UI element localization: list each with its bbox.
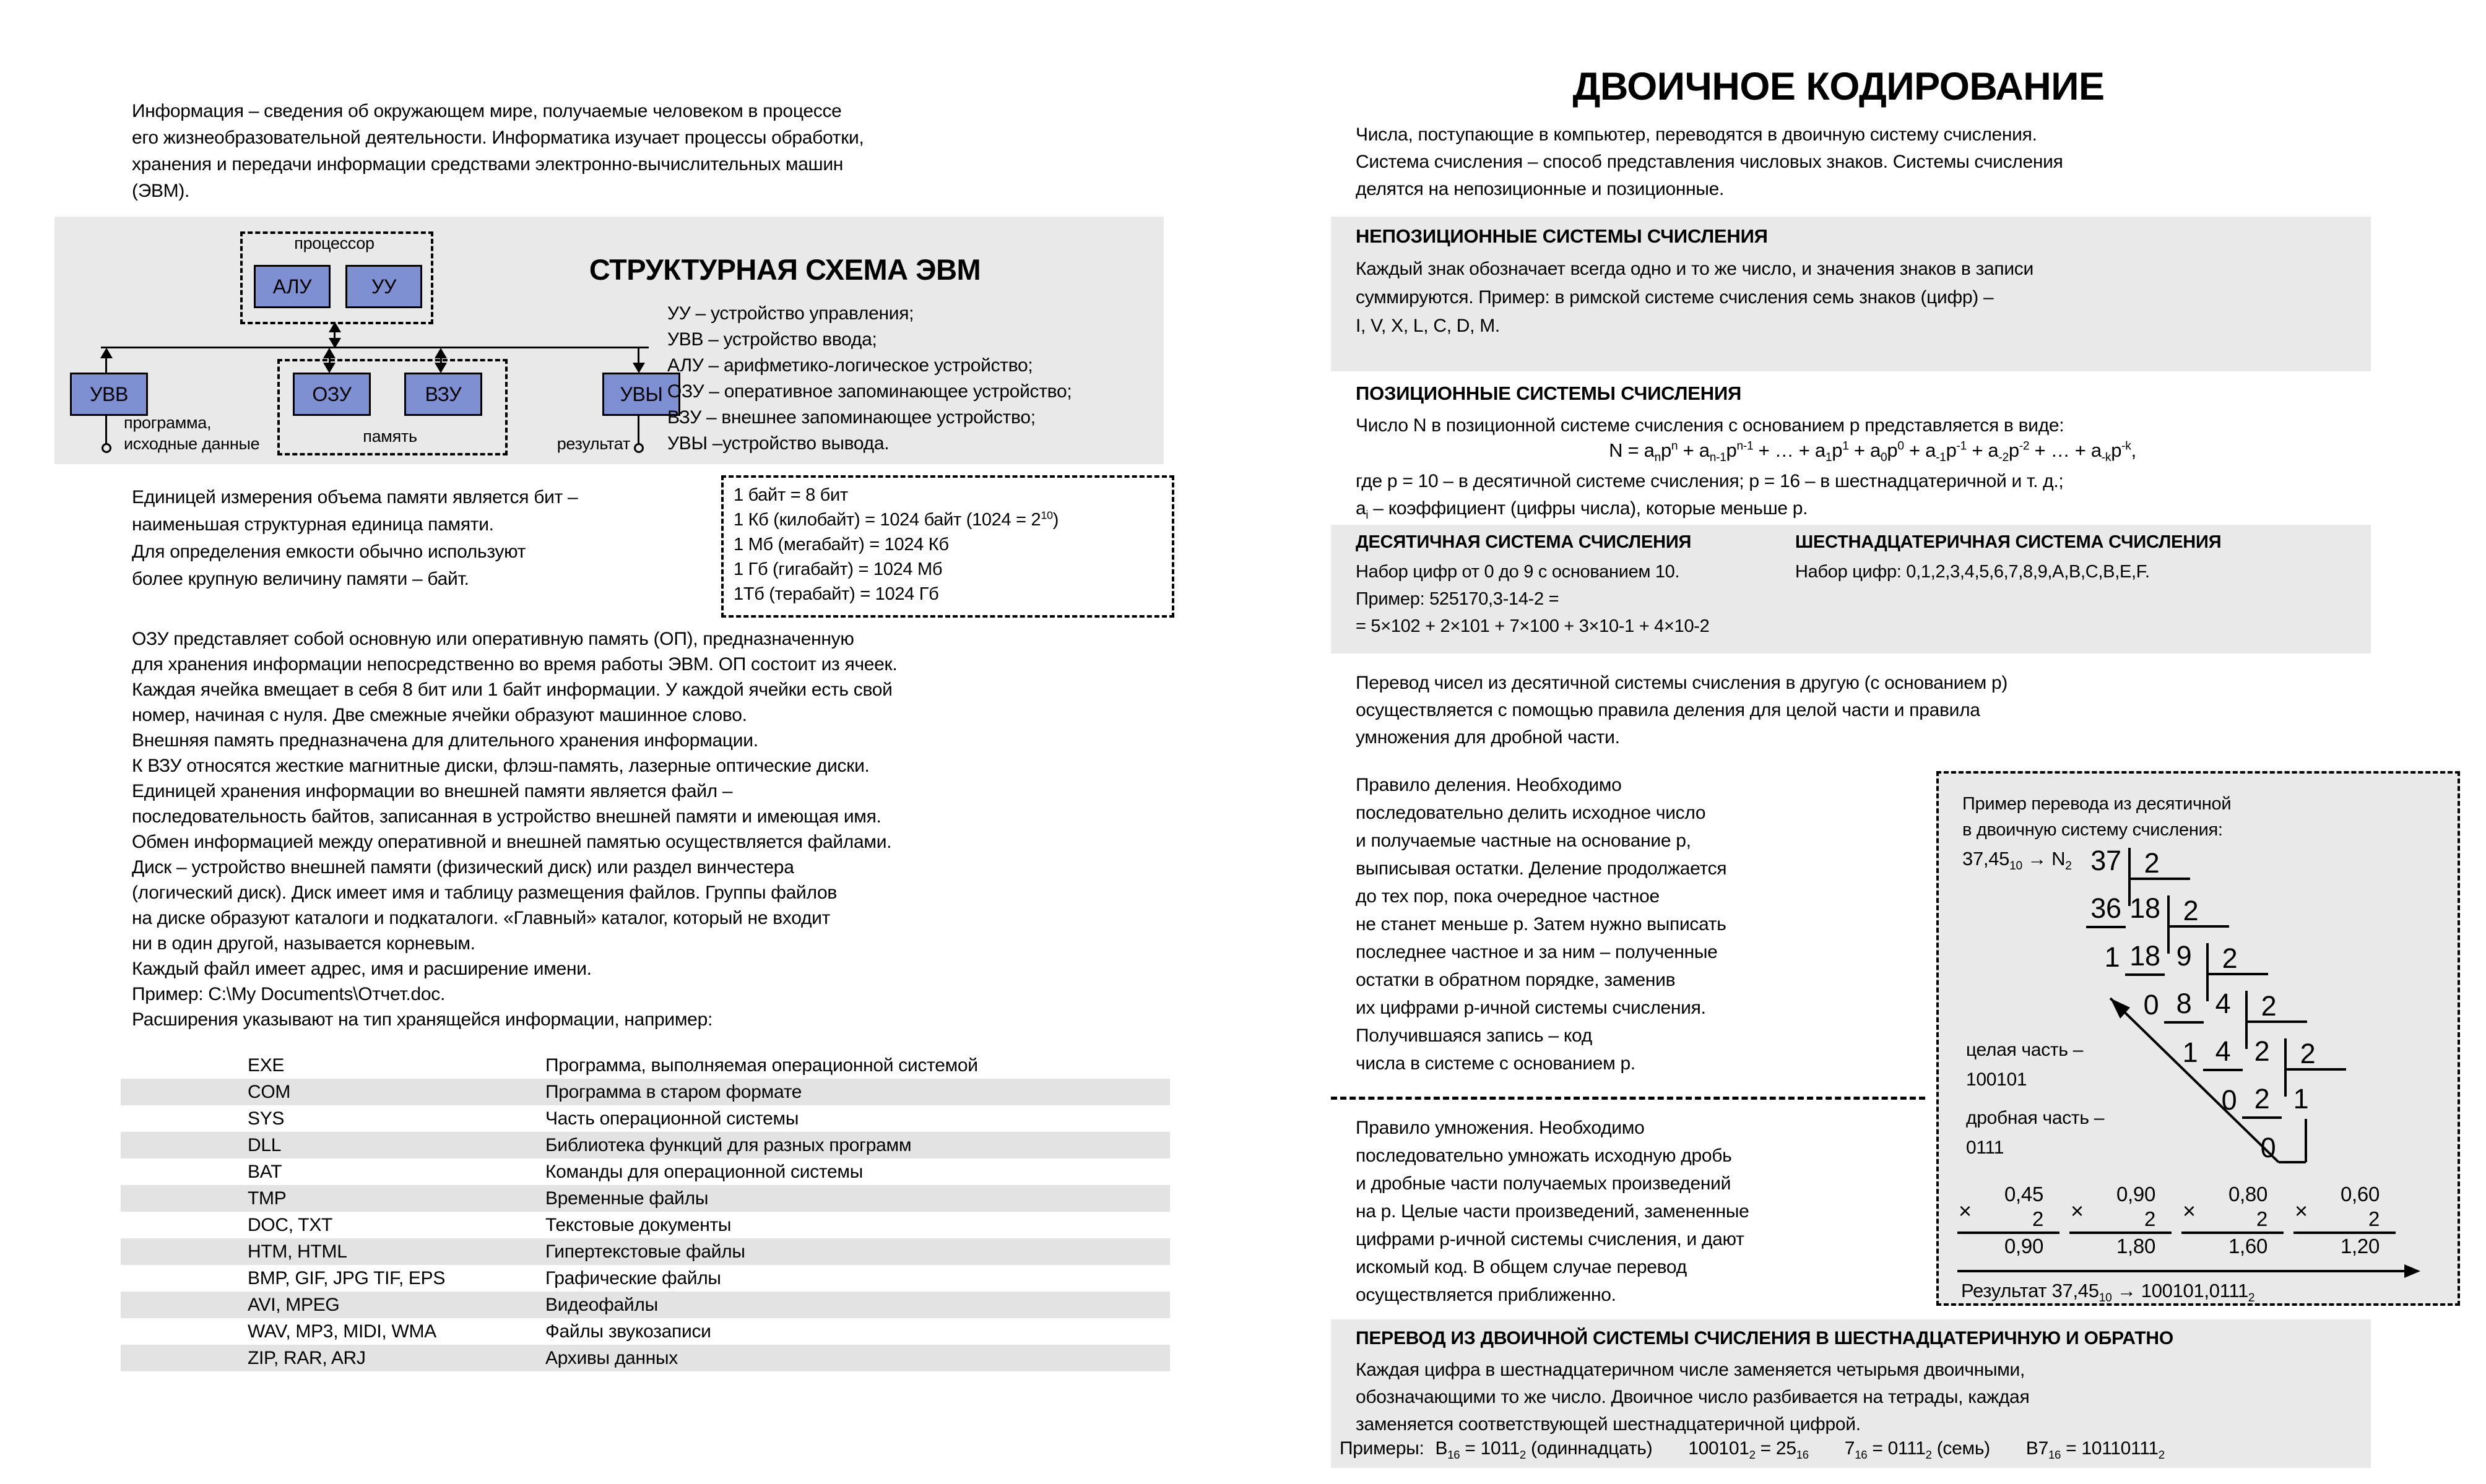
mult-step xyxy=(1957,1182,2059,1259)
extension-cell: DLL xyxy=(248,1134,282,1155)
hex-example: $B_{16} = 1011_2$ (одиннадцать) xyxy=(1435,1438,1653,1461)
table-row xyxy=(121,1212,1170,1238)
table-row xyxy=(121,1318,1170,1345)
right-page xyxy=(1243,0,2486,1484)
description-cell: Часть операционной системы xyxy=(545,1108,799,1129)
decimal-text: Набор цифр от 0 до 9 с основанием 10. Пример: 525170,3-14-2 = = 5×102 + 2×101 + 7×100 + 3×10-1 + 4×10-2 xyxy=(1356,562,1710,636)
ram-files-paragraph: ОЗУ представляет собой основную или оперативную память (ОП), предназначенную для хранения информации непосредственно во время работы ЭВМ. ОП состоит из ячеек. Каждая ячейка вмещает в себя 8 бит или 1 байт информации. У каждой ячейки есть свой номер, начиная с нуля. Две смежные ячейки образуют машинное слово. Внешняя память предназначена для длительного хранения информации. К ВЗУ относятся жесткие магнитные диски, флэш-память, лазерные оптические диски. Единицей хранения информации во внешней памяти является файл – последовательность байтов, записанная в устройство внешней памяти и имеющая имя. Обмен информацией между оперативной и внешней памятью осуществляется файлами. Диск – устройство внешней памяти (физический диск) или раздел винчестера (логический диск). Диск имеет имя и таблицу размещения файлов. Группы файлов на диске образуют каталоги и подкаталоги. «Главный» каталог, который не входит ни в один другой, называется корневым. Каждый файл имеет адрес, имя и расширение имени. Пример: C:\My Documents\Отчет.doc. Расширения указывают на тип хранящейся информации, например: xyxy=(132,629,898,1030)
table-row xyxy=(121,1265,1170,1292)
ext-block: ВЗУ xyxy=(404,373,482,416)
extension-cell: WAV, MP3, MIDI, WMA xyxy=(248,1321,436,1342)
legend-item: УУ – устройство управления; xyxy=(667,303,914,324)
scheme-legend xyxy=(667,301,1072,457)
example-result: Результат $37,45_{10} \to 100101,0111_2$ xyxy=(1961,1280,2255,1305)
mult-b: 2 xyxy=(2181,1207,2284,1234)
output-block: УВЫ xyxy=(602,373,680,416)
table-row xyxy=(121,1052,1170,1079)
svg-text:2: 2 xyxy=(2261,990,2277,1022)
table-row xyxy=(121,1132,1170,1158)
description-cell: Видеофайлы xyxy=(545,1294,658,1315)
mult-result: 1,80 xyxy=(2116,1235,2155,1258)
svg-text:0: 0 xyxy=(2260,1132,2276,1163)
svg-text:0: 0 xyxy=(2143,989,2159,1020)
svg-text:18: 18 xyxy=(2129,940,2160,972)
svg-text:2: 2 xyxy=(2254,1083,2270,1115)
hex-header: ШЕСТНАДЦАТЕРИЧНАЯ СИСТЕМА СЧИСЛЕНИЯ xyxy=(1795,532,2222,552)
extension-cell: BAT xyxy=(248,1161,282,1182)
description-cell: Файлы звукозаписи xyxy=(545,1321,711,1342)
scheme-title: СТРУКТУРНАЯ СХЕМА ЭВМ xyxy=(589,253,981,286)
mult-a: 0,90 xyxy=(2116,1183,2155,1206)
binary-intro-paragraph: Числа, поступающие в компьютер, переводятся в двоичную систему счисления. Система счисления – способ представления числовых знаков. Системы счисления делятся на непозиционные и позиционные. xyxy=(1356,124,2063,199)
mult-result: 0,90 xyxy=(2004,1235,2043,1258)
extension-cell: BMP, GIF, JPG TIF, EPS xyxy=(248,1267,446,1288)
description-cell: Текстовые документы xyxy=(545,1214,732,1235)
hex-text: Набор цифр: 0,1,2,3,4,5,6,7,8,9,A,B,C,B,E,F. xyxy=(1795,562,2150,582)
svg-text:9: 9 xyxy=(2176,940,2192,972)
table-row xyxy=(121,1158,1170,1185)
intro-paragraph: Информация – сведения об окружающем мире, получаемые человеком в процессе его жизнеобразовательной деятельности. Информатика изучает процессы обработки, хранения и передачи информации средствами электронно-вычислительных машин (ЭВМ). xyxy=(132,101,864,201)
description-cell: Программа, выполняемая операционной системой xyxy=(545,1055,978,1076)
description-cell: Гипертекстовые файлы xyxy=(545,1241,745,1262)
svg-text:37: 37 xyxy=(2090,845,2121,876)
bin-hex-examples xyxy=(1340,1438,2361,1459)
mult-step xyxy=(2293,1182,2396,1259)
byte-units-list: 1 байт = 8 бит 1 Кб (килобайт) = 1024 байт $(1024 = 2^{10})$ 1 Мб (мегабайт) = 1024 Кб 1 Гб (гигабайт) = 1024 Мб 1Тб (терабайт) = 1024 Гб xyxy=(734,485,1059,604)
hex-example: $100101_2 = 25_{16}$ xyxy=(1688,1438,1809,1461)
fraction-part-label: дробная часть – xyxy=(1966,1108,2105,1128)
svg-text:2: 2 xyxy=(2300,1038,2316,1069)
nonpositional-panel xyxy=(1331,217,2371,371)
bin-hex-header: ПЕРЕВОД ИЗ ДВОИЧНОЙ СИСТЕМЫ СЧИСЛЕНИЯ В ШЕСТНАДЦАТЕРИЧНУЮ И ОБРАТНО xyxy=(1356,1328,2173,1348)
svg-text:18: 18 xyxy=(2129,892,2160,924)
bin-hex-panel xyxy=(1331,1319,2371,1468)
output-tail-line xyxy=(638,414,639,445)
processor-label: процессор xyxy=(294,234,375,252)
scheme-panel xyxy=(54,217,1164,464)
extension-cell: COM xyxy=(248,1081,291,1102)
table-row xyxy=(121,1238,1170,1265)
svg-text:8: 8 xyxy=(2176,988,2192,1019)
bin-hex-text: Каждая цифра в шестнадцатеричном числе заменяется четырьмя двоичными, обозначающими то же число. Двоичное число разбивается на тетрады, каждая заменяется соответствующей шестнадцатеричной цифрой. xyxy=(1356,1360,2030,1434)
input-data-label-line1: программа, xyxy=(124,413,212,432)
svg-text:2: 2 xyxy=(2254,1035,2270,1067)
division-rule-paragraph: Правило деления. Необходимо последовательно делить исходное число и получаемые частные на основание p, выписывая остатки. Деление продолжается до тех пор, пока очередное частное не станет меньше p. Затем нужно выписать последнее частное и за ним – полученные остатки в обратном порядке, заменив их цифрами p-ичной системы счисления. Получившаяся запись – код числа в системе с основанием p. xyxy=(1356,775,1727,1074)
legend-item: АЛУ – арифметико-логическое устройство; xyxy=(667,355,1033,376)
table-row xyxy=(121,1079,1170,1105)
input-block: УВВ xyxy=(70,373,148,416)
mult-step xyxy=(2069,1182,2172,1259)
positional-line1: Число N в позиционной системе счисления с основанием p представляется в виде: xyxy=(1356,415,2064,436)
input-tail-line xyxy=(105,414,107,445)
extension-cell: AVI, MPEG xyxy=(248,1294,340,1315)
positional-formula: $N = a_np^n + a_{n-1}p^{n-1}$ + … + $a_1p^1 + a_0p^0 + a_{-1}p^{-1} + a_{-2}p^{-2}$ + … + $a_{-k}p^{-k}$, xyxy=(1609,439,2136,465)
svg-text:4: 4 xyxy=(2215,1035,2231,1067)
legend-item: УВЫ –устройство вывода. xyxy=(667,433,890,454)
multiply-icon: × xyxy=(2071,1198,2084,1223)
fraction-arrow-icon xyxy=(1957,1270,2418,1272)
table-row xyxy=(121,1345,1170,1371)
positional-line2: где p = 10 – в десятичной системе счисления; p = 16 – в шестнадцатеричной и т. д.; xyxy=(1356,471,2064,491)
integer-part-value: 100101 xyxy=(1966,1069,2027,1090)
alu-block: АЛУ xyxy=(254,265,331,308)
description-cell: Архивы данных xyxy=(545,1347,678,1368)
svg-text:0: 0 xyxy=(2221,1084,2237,1116)
nonpositional-header: НЕПОЗИЦИОННЫЕ СИСТЕМЫ СЧИСЛЕНИЯ xyxy=(1356,225,1768,247)
division-cascade xyxy=(2072,840,2443,1230)
output-result-label: результат xyxy=(557,434,630,453)
hex-example: $7_{16} = 0111_2$ (семь) xyxy=(1844,1438,1990,1461)
memory-units-text: Единицей измерения объема памяти является бит – наименьшая структурная единица памяти. Для определения емкости обычно используют более крупную величину памяти – байт. xyxy=(132,487,578,589)
rules-dashed-separator xyxy=(1331,1097,1925,1100)
examples-label: Примеры: xyxy=(1340,1438,1424,1459)
ram-block: ОЗУ xyxy=(293,373,371,416)
integer-part-label: целая часть – xyxy=(1966,1040,2084,1060)
bus-line xyxy=(101,347,649,348)
mult-step xyxy=(2181,1182,2284,1259)
output-bus-line xyxy=(638,347,639,364)
memory-label: память xyxy=(363,427,417,446)
mult-result: 1,20 xyxy=(2340,1235,2380,1258)
svg-text:2: 2 xyxy=(2222,943,2238,974)
multiplication-rule-paragraph: Правило умножения. Необходимо последовательно умножать исходную дробь и дробные части получаемых произведений на p. Целые части произведений, замененные цифрами p-ичной системы счисления, и дают искомый код. В общем случае перевод осуществляется приближенно. xyxy=(1356,1118,1749,1305)
positional-header: ПОЗИЦИОННЫЕ СИСТЕМЫ СЧИСЛЕНИЯ xyxy=(1356,382,1742,404)
output-bus-arrow-icon xyxy=(633,363,645,373)
mult-b: 2 xyxy=(2069,1207,2172,1234)
description-cell: Временные файлы xyxy=(545,1188,709,1209)
input-data-label-line2: исходные данные xyxy=(124,434,260,453)
example-source: $37,45_{10} \to N_2$ xyxy=(1962,848,2072,873)
multiply-icon: × xyxy=(2183,1198,2196,1223)
byte-units-box xyxy=(721,475,1174,618)
example-caption: Пример перевода из десятичной в двоичную систему счисления: xyxy=(1962,794,2232,840)
svg-text:4: 4 xyxy=(2215,988,2231,1019)
extension-cell: ZIP, RAR, ARJ xyxy=(248,1347,366,1368)
multiplication-row xyxy=(1957,1182,2396,1259)
mult-a: 0,60 xyxy=(2340,1183,2380,1206)
mult-a: 0,80 xyxy=(2228,1183,2267,1206)
extension-cell: HTM, HTML xyxy=(248,1241,347,1262)
table-row xyxy=(121,1292,1170,1318)
conversion-example-box xyxy=(1936,771,2460,1306)
conversion-paragraph: Перевод чисел из десятичной системы счисления в другую (с основанием p) осуществляется с помощью правила деления для целой части и правила умножения для дробной части. xyxy=(1356,673,2008,748)
dec-hex-panel xyxy=(1331,525,2371,654)
input-connector-dot xyxy=(102,443,111,453)
input-bus-line xyxy=(105,356,107,373)
mult-b: 2 xyxy=(2293,1207,2396,1234)
positional-line3: $a_i$ – коэффициент (цифры числа), которые меньше p. xyxy=(1356,498,1808,521)
multiply-icon: × xyxy=(1959,1198,1972,1223)
description-cell: Команды для операционной системы xyxy=(545,1161,863,1182)
legend-item: УВВ – устройство ввода; xyxy=(667,329,877,350)
decimal-header: ДЕСЯТИЧНАЯ СИСТЕМА СЧИСЛЕНИЯ xyxy=(1356,532,1692,552)
output-connector-dot xyxy=(634,443,644,453)
svg-text:1: 1 xyxy=(2293,1083,2309,1115)
svg-text:1: 1 xyxy=(2182,1037,2198,1068)
multiply-icon: × xyxy=(2295,1198,2308,1223)
extension-cell: SYS xyxy=(248,1108,285,1129)
svg-text:2: 2 xyxy=(2144,847,2160,879)
extension-cell: EXE xyxy=(248,1055,285,1076)
svg-text:36: 36 xyxy=(2090,892,2121,924)
description-cell: Графические файлы xyxy=(545,1267,721,1288)
table-row xyxy=(121,1185,1170,1212)
description-cell: Программа в старом формате xyxy=(545,1081,802,1102)
legend-item: ВЗУ – внешнее запоминающее устройство; xyxy=(667,407,1036,428)
table-row xyxy=(121,1105,1170,1132)
svg-text:2: 2 xyxy=(2183,895,2199,926)
extension-cell: TMP xyxy=(248,1188,287,1209)
mult-a: 0,45 xyxy=(2004,1183,2043,1206)
ext-table xyxy=(121,1052,1170,1371)
mult-result: 1,60 xyxy=(2228,1235,2267,1258)
legend-item: ОЗУ – оперативное запоминающее устройство; xyxy=(667,381,1072,402)
extension-cell: DOC, TXT xyxy=(248,1214,333,1235)
fraction-part-value: 0111 xyxy=(1966,1137,2004,1158)
description-cell: Библиотека функций для разных программ xyxy=(545,1134,912,1155)
hex-example: $B7_{16} = 10110111_2$ xyxy=(2025,1438,2165,1461)
cu-block: УУ xyxy=(345,265,422,308)
page-title: ДВОИЧНОЕ КОДИРОВАНИЕ xyxy=(1572,65,2105,108)
mult-b: 2 xyxy=(1957,1207,2059,1234)
nonpositional-text: Каждый знак обозначает всегда одно и то же число, и значения знаков в записи суммируются. Пример: в римской системе счисления семь знаков (цифр) – I, V, X, L, C, D, M. xyxy=(1356,259,2033,336)
svg-text:1: 1 xyxy=(2104,941,2120,973)
